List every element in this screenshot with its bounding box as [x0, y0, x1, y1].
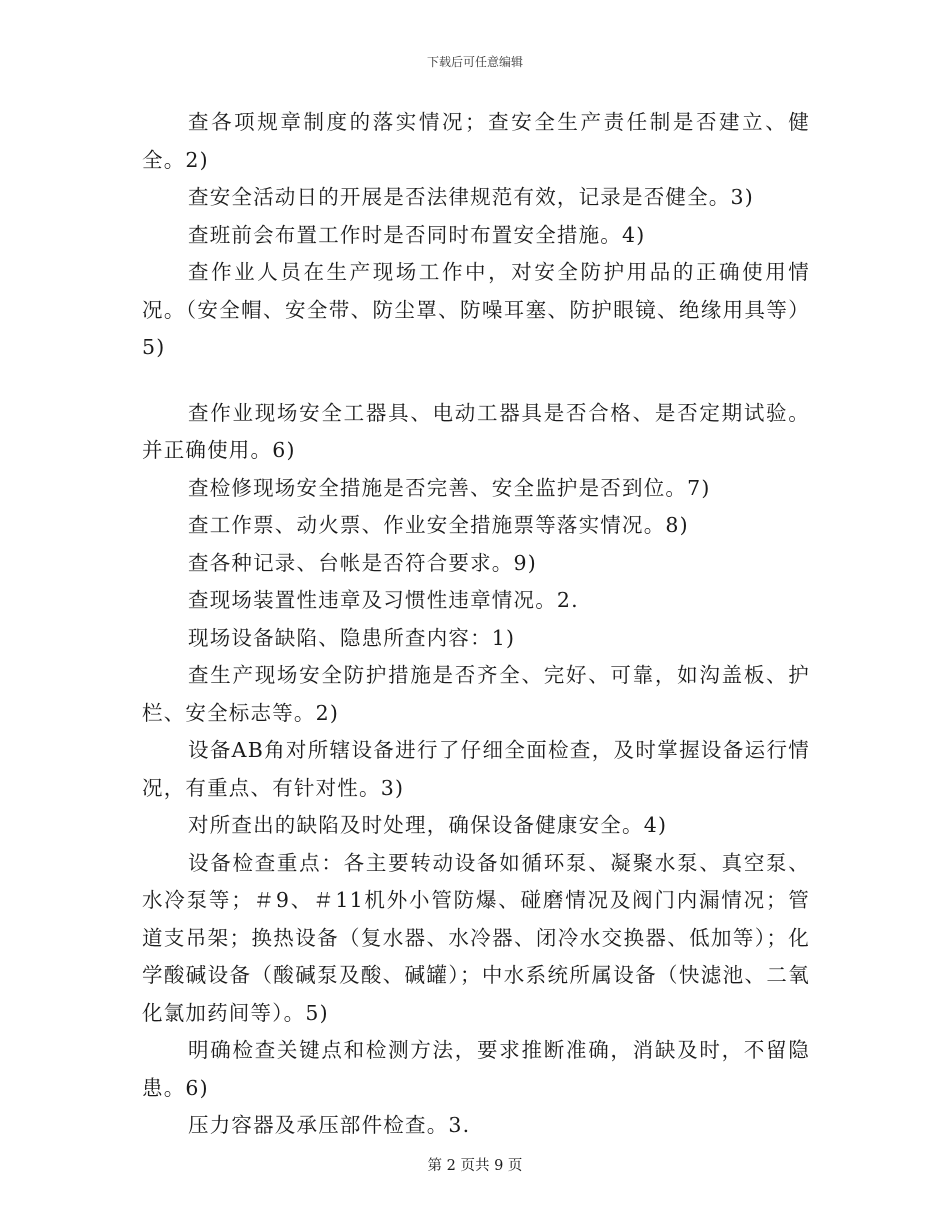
paragraph: 压力容器及承压部件检查。3. — [188, 1113, 471, 1137]
paragraph: 查各项规章制度的落实情况；查安全生产责任制是否建立、健全。2) — [142, 110, 810, 172]
paragraph: 查班前会布置工作时是否同时布置安全措施。4) — [188, 222, 646, 247]
paragraph: 设备AB角对所辖设备进行了仔细全面检查，及时掌握设备运行情况，有重点、有针对性。3) — [142, 738, 810, 800]
paragraph: 查作业现场安全工器具、电动工器具是否合格、是否定期试验。并正确使用。6) — [142, 400, 810, 462]
document-body — [142, 104, 810, 1145]
paragraph: 现场设备缺陷、隐患所查内容：1) — [188, 625, 516, 650]
paragraph: 查生产现场安全防护措施是否齐全、完好、可靠，如沟盖板、护栏、安全标志等。2) — [142, 663, 810, 725]
paragraph: 查现场装置性违章及习惯性违章情况。2. — [188, 588, 579, 612]
paragraph: 对所查出的缺陷及时处理，确保设备健康安全。4) — [188, 813, 668, 837]
paragraph: 查检修现场安全措施是否完善、安全监护是否到位。7) — [188, 475, 711, 500]
paragraph-gap — [142, 367, 810, 395]
paragraph: 明确检查关键点和检测方法，要求推断准确，消缺及时，不留隐患。6) — [142, 1038, 810, 1100]
paragraph: 查作业人员在生产现场工作中，对安全防护用品的正确使用情况。（安全帽、安全带、防尘罩、防噪耳塞、防护眼镜、绝缘用具等）5) — [142, 260, 810, 359]
paragraph: 查工作票、动火票、作业安全措施票等落实情况。8) — [188, 513, 689, 537]
paragraph: 查安全活动日的开展是否法律规范有效，记录是否健全。3) — [188, 185, 754, 209]
page-footer: 第 2 页共 9 页 — [427, 1158, 523, 1174]
paragraph: 设备检查重点：各主要转动设备如循环泵、凝聚水泵、真空泵、水冷泵等；＃9、＃11机外小管防爆、碰磨情况及阀门内漏情况；管道支吊架；换热设备（复水器、水冷器、闭冷水交换器、低加等）；化学酸碱设备（酸碱泵及酸、碱罐）；中水系统所属设备（快滤池、二氧化氯加药间等）。5) — [142, 850, 810, 1025]
paragraph: 查各种记录、台帐是否符合要求。9) — [188, 550, 537, 575]
page-header: 下载后可任意编辑 — [426, 55, 523, 69]
